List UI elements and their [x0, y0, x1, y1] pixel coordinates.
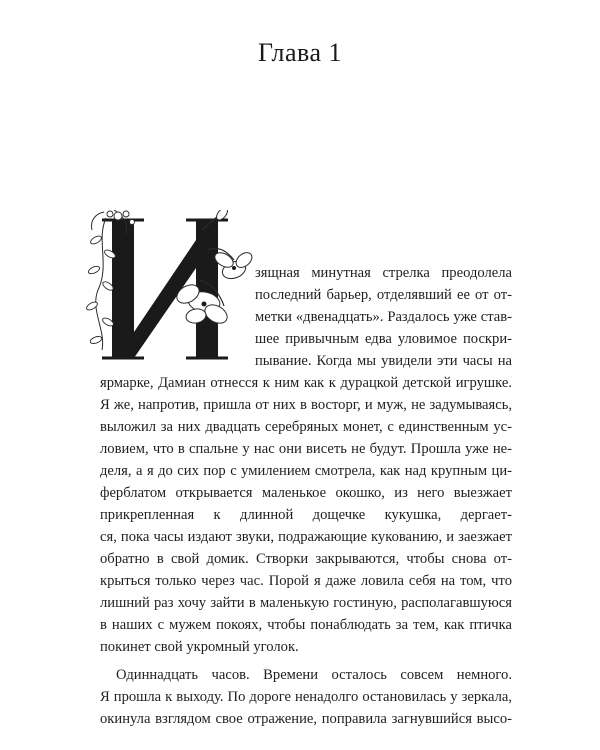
text-line: метки «двенадцать». Раздалось уже став- — [255, 309, 512, 325]
text-line: обратно в свой домик. Створки закрываются, чтобы снова от- — [100, 551, 512, 567]
text-line: покинет свой укромный уголок. — [100, 639, 299, 655]
text-line: деля, а я до сих пор с умилением смотрела, как над крупным ци- — [100, 463, 512, 479]
text-line: зящная минутная стрелка преодолела — [255, 265, 512, 281]
text-line: шее привычным едва уловимое поскри- — [255, 331, 512, 347]
text-line: ферблатом открывается маленькое окошко, из него выезжает — [100, 485, 512, 501]
text-line: Одиннадцать часов. Времени осталось совсем немного. — [116, 667, 512, 683]
text-line: выложил за них двадцать серебряных монет, с единственным ус- — [100, 419, 512, 435]
text-line: в наших с мужем покоях, чтобы понаблюдать за тем, как птичка — [100, 617, 512, 633]
text-line: прикрепленная к длинной дощечке кукушка, дергает- — [100, 507, 512, 523]
text-line: лишний раз хочу зайти в маленькую гостиную, располагавшуюся — [100, 595, 512, 611]
text-line: последний барьер, отделявший ее от от- — [255, 287, 512, 303]
chapter-title: Глава 1 — [257, 38, 343, 67]
text-line: Я прошла к выходу. По дороге ненадолго остановилась у зеркала, — [100, 689, 512, 705]
text-line: пывание. Когда мы увидели эти часы на — [255, 353, 512, 369]
text-line: окинула взглядом свое отражение, поправила загнувшийся высо- — [100, 711, 512, 727]
text-line: ся, пока часы издают звуки, подражающие кукованию, и заезжает — [100, 529, 512, 545]
text-line: ярмарке, Дамиан отнесся к ним как к дурацкой детской игрушке. — [100, 375, 512, 391]
text-line: Я же, напротив, пришла от них в восторг, и муж, не задумываясь, — [100, 397, 512, 413]
text-line: крыться только через час. Порой я даже ловила себя на том, что — [100, 573, 512, 589]
dropcap-letter — [84, 210, 256, 360]
text-line: ловием, что в спальне у нас они висеть не будут. Прошла уже не- — [100, 441, 512, 457]
